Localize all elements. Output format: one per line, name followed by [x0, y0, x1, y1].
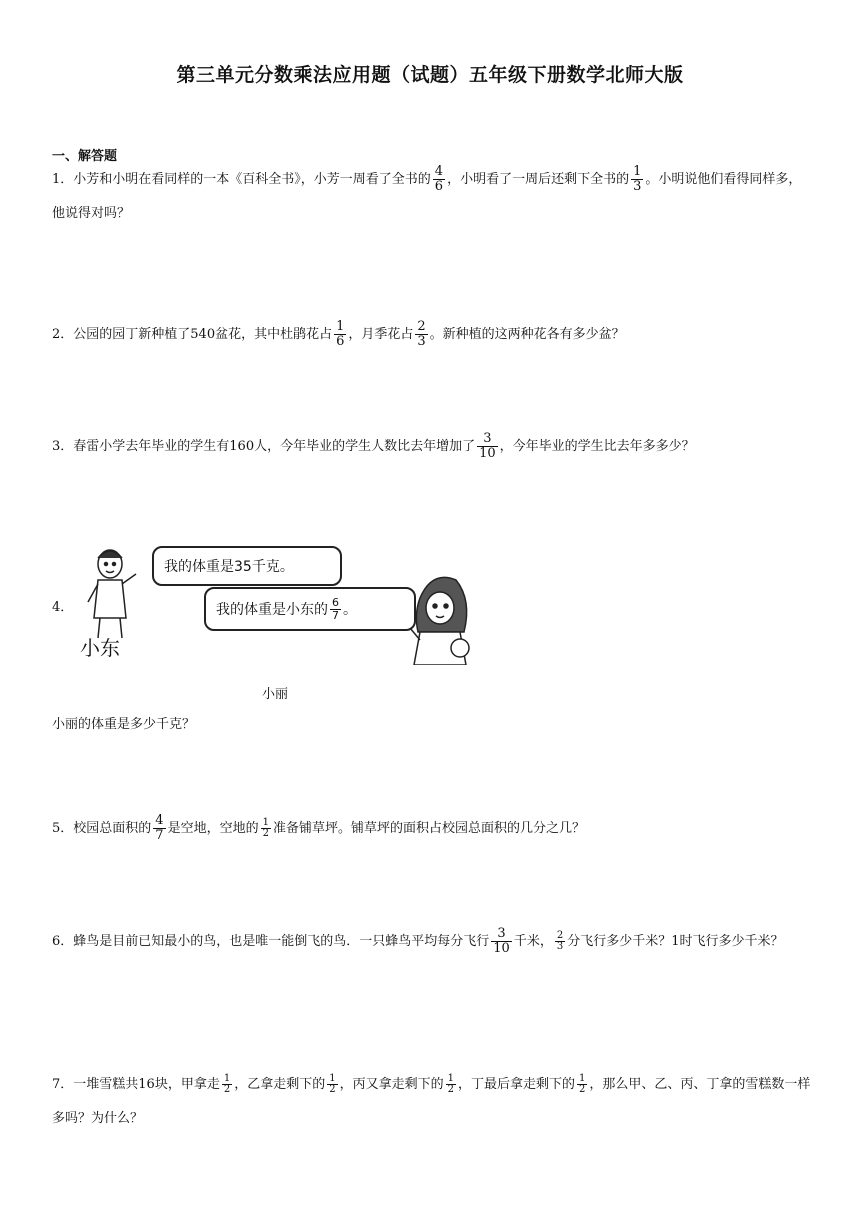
question-3-text-b: ，今年毕业的学生比去年多多少？	[499, 439, 695, 454]
question-2-text-c: 。新种植的这两种花各有多少盆？	[429, 327, 625, 342]
fraction: $\frac{1}{6}$	[336, 319, 345, 349]
question-2-text-a: 2．公园的园丁新种植了540盆花，其中杜鹃花占	[52, 327, 333, 342]
fraction: $\frac{2}{3}$	[556, 929, 564, 952]
speech-text-girl: 我的体重是小东的	[216, 602, 328, 618]
question-5	[52, 812, 812, 846]
section-heading: 一、解答题	[52, 149, 118, 164]
question-6-text-a: 6．蜂鸟是目前已知最小的鸟，也是唯一能倒飞的鸟．一只蜂鸟平均每分飞行	[52, 934, 490, 949]
question-7	[52, 1068, 812, 1136]
question-5-text-c: 准备铺草坪。铺草坪的面积占校园总面积的几分之几？	[272, 821, 585, 836]
fraction: $\frac{1}{2}$	[447, 1072, 454, 1095]
girl-figure	[410, 577, 469, 665]
question-5-text-a: 5．校园总面积的	[52, 821, 152, 836]
question-7-text-b: ，乙拿走剩下的	[234, 1077, 326, 1092]
question-7-text-e: ，那么甲、乙、丙、丁拿的雪糕数一样多吗？为什么？	[52, 1077, 811, 1126]
girl-name-label: 小丽	[262, 687, 289, 702]
question-4-illustration	[64, 540, 484, 665]
fraction: $\frac{1}{2}$	[579, 1072, 586, 1095]
fraction: $\frac{3}{10}$	[479, 431, 496, 461]
question-6-text-b: 千米，	[513, 934, 553, 949]
fraction: $\frac{1}{2}$	[262, 816, 269, 839]
fraction: $\frac{1}{2}$	[223, 1072, 231, 1095]
speech-text-girl-end: 。	[343, 602, 357, 618]
question-6	[52, 925, 812, 959]
question-3-text-a: 3．春雷小学去年毕业的学生有160人，今年毕业的学生人数比去年增加了	[52, 439, 476, 454]
speech-bubble-boy	[152, 546, 342, 586]
fraction: $\frac{1}{3}$	[633, 164, 642, 194]
question-3	[52, 430, 812, 464]
question-1	[52, 163, 812, 231]
fraction: $\frac{6}{7}$	[332, 595, 339, 622]
question-7-text-c: ，丙又拿走剩下的	[339, 1077, 444, 1092]
question-2	[52, 318, 812, 352]
fraction: $\frac{3}{10}$	[493, 926, 510, 956]
question-6-text-c: 分飞行多少千米？1时飞行多少千米？	[567, 934, 784, 949]
question-1-text-c: 。小明说他们看得同样多，他说得对吗？	[52, 172, 802, 221]
fraction: $\frac{2}{3}$	[417, 319, 426, 349]
question-5-text-b: 是空地，空地的	[167, 821, 259, 836]
boy-figure	[88, 550, 136, 638]
page-title: 第三单元分数乘法应用题（试题）五年级下册数学北师大版	[176, 64, 684, 86]
question-1-text-a: 1．小芳和小明在看同样的一本《百科全书》，小芳一周看了全书的	[52, 172, 431, 187]
fraction: $\frac{1}{2}$	[329, 1072, 336, 1095]
boy-name-label: 小东	[80, 636, 120, 660]
speech-text-boy: 我的体重是35千克。	[164, 559, 294, 575]
fraction: $\frac{4}{6}$	[434, 164, 444, 194]
question-4-text: 小丽的体重是多少千克？	[52, 717, 196, 732]
question-4-number: 4．	[52, 600, 74, 615]
question-7-text-d: ，丁最后拿走剩下的	[457, 1077, 575, 1092]
question-2-text-b: ，月季花占	[348, 327, 414, 342]
question-1-text-b: ，小明看了一周后还剩下全书的	[447, 172, 630, 187]
speech-bubble-girl	[204, 587, 416, 631]
fraction: $\frac{4}{7}$	[155, 813, 164, 843]
question-7-text-a: 7．一堆雪糕共16块，甲拿走	[52, 1077, 220, 1092]
